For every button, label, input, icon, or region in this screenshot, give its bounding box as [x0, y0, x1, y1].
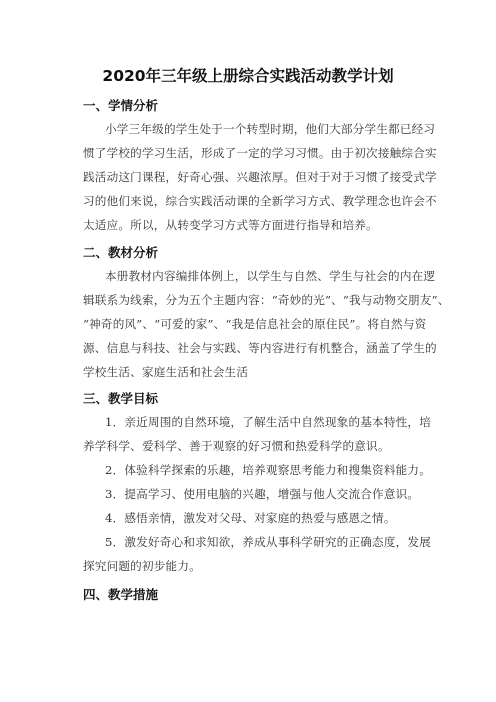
goal-line: 探究问题的初步能力。	[83, 559, 201, 573]
paragraph-line: 惯了学校的学习生活，形成了一定的学习习惯。由于初次接触综合实	[83, 146, 437, 160]
section-heading-learning-analysis: 一、学情分析	[83, 98, 159, 113]
paragraph-line: 辑联系为线索，分为五个主题内容：“奇妙的光”、“我与动物交朋友”、	[83, 293, 450, 307]
goal-line: 养学科学、爱科学、善于观察的好习惯和热爱科学的意识。	[83, 439, 390, 453]
document-title: 2020年三年级上册综合实践活动教学计划	[102, 67, 394, 85]
section-heading-teaching-goals: 三、教学目标	[83, 391, 159, 406]
paragraph-line: 源、信息与科技、社会与实践、等内容进行有机整合，涵盖了学生的	[83, 341, 437, 355]
paragraph-line: 太适应。所以，从转变学习方式等方面进行指导和培养。	[83, 218, 378, 232]
paragraph-line: 小学三年级的学生处于一个转型时期，他们大部分学生都已经习	[105, 122, 436, 136]
paragraph-line: “神奇的风”、“可爱的家”、“我是信息社会的原住民”。将自然与资	[83, 317, 427, 331]
goal-line: 3．提高学习、使用电脑的兴趣，增强与他人交流合作意识。	[105, 487, 420, 501]
paragraph-line: 本册教材内容编排体例上，以学生与自然、学生与社会的内在逻	[105, 269, 436, 283]
goal-line: 2．体验科学探索的乐趣，培养观察思考能力和搜集资料能力。	[105, 463, 432, 477]
goal-line: 5．激发好奇心和求知欲，养成从事科学研究的正确态度，发展	[105, 535, 432, 549]
section-heading-teaching-measures: 四、教学措施	[83, 587, 159, 602]
paragraph-line: 习的他们来说，综合实践活动课的全新学习方式、教学理念也许会不	[83, 194, 437, 208]
goal-line: 1．亲近周围的自然环境，了解生活中自然现象的基本特性，培	[105, 415, 432, 429]
goal-line: 4．感悟亲情，激发对父母、对家庭的热爱与感恩之情。	[105, 511, 396, 525]
paragraph-line: 学校生活、家庭生活和社会生活	[83, 365, 249, 379]
paragraph-line: 践活动这门课程，好奇心强、兴趣浓厚。但对于对于习惯了接受式学	[83, 170, 437, 184]
section-heading-textbook-analysis: 二、教材分析	[83, 245, 159, 260]
